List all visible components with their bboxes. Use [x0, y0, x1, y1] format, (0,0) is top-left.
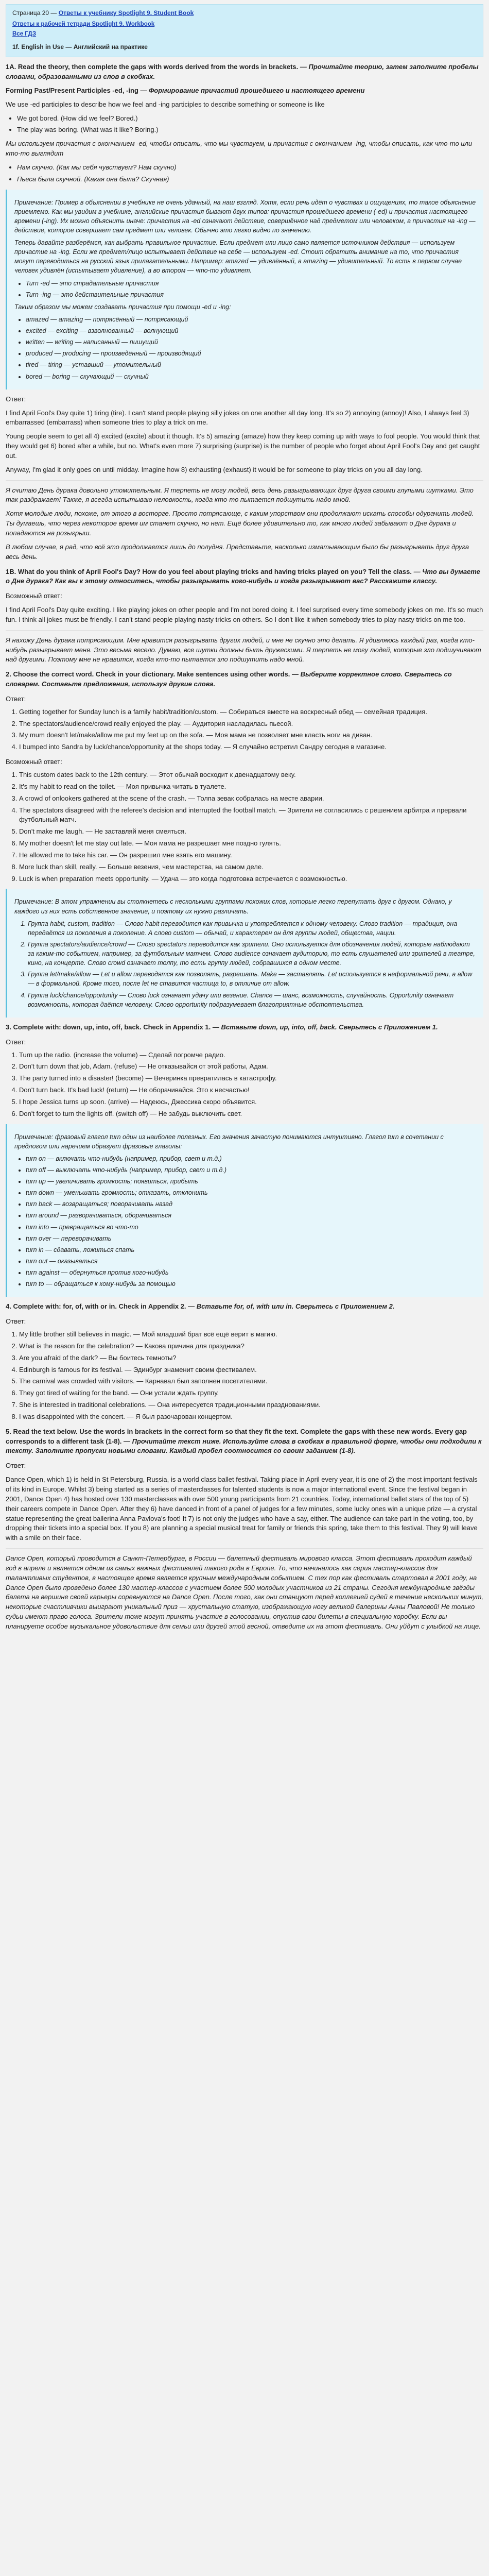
list-item: • Пьеса была скучной. (Какая она была? Скучная): [17, 175, 483, 184]
list-item: • turn over — переворачивать: [26, 1234, 476, 1243]
note-box: [6, 889, 483, 1017]
list-item: 5. I hope Jessica turns up soon. (arrive) — Надеюсь, Джессика скоро объявится.: [19, 1097, 483, 1107]
translation-paragraph: В любом случае, я рад, что всё это продолжается лишь до полудня. Представьте, насколько изматывающим было бы разыгрывать друг друга весь день.: [6, 543, 469, 561]
divider: [6, 1548, 483, 1549]
translation-paragraph: Я нахожу День дурака потрясающим. Мне нравится разыгрывать других людей, и мне не скучно это делать. Я удивляюсь каждый раз, когда кто-нибудь разыгрывает меня. Это весьма весело. Думаю, все шутки должны быть дружескими. Я терпеть не могу людей, которые зло подшучивают над другими. Поэтому мне не нравится, когда кто-то пытается зло подшутить надо мной.: [6, 636, 481, 664]
note-box: [6, 190, 483, 389]
exercise-2-task: [6, 670, 483, 689]
divider: [6, 630, 483, 631]
task-text-ru: — Выберите корректное слово. Сверьтесь со словарем. Составьте предложения, используя другие слова.: [6, 670, 452, 688]
task-text: 4. Complete with: for, of, with or in. Check in Appendix 2.: [6, 1302, 186, 1311]
list-item: 4. Don't turn back. It's bad luck! (return) — Не оборачивайся. Это к несчастью!: [19, 1086, 483, 1095]
list-item: • written — writing — написанный — пишущий: [26, 337, 476, 347]
exercise-5: [6, 1427, 483, 1632]
list-item: • turn against — обернуться против кого-нибудь: [26, 1268, 476, 1277]
task-text: 5. Read the text below. Use the words in brackets in the correct form so that they fit the text. Complete the gaps with these new words. Every gap corresponds to a different task (1-8).: [6, 1427, 467, 1445]
list-item: • turn into — превращаться во что-то: [26, 1223, 476, 1232]
page-header: [6, 4, 483, 57]
task-text-ru: — Вставьте down, up, into, off, back. Сверьтесь с Приложением 1.: [212, 1023, 438, 1031]
list-item: 6. Don't forget to turn the lights off. (switch off) — Не забудь выключить свет.: [19, 1109, 483, 1119]
list-item: • turn back — возвращаться; поворачивать назад: [26, 1199, 476, 1209]
answer-label: Ответ:: [6, 1462, 26, 1470]
section-title: 1f. English in Use — Английский на практике: [12, 43, 148, 50]
list-item: 8. More luck than skill, really. — Больше везения, чем мастерства, на самом деле.: [19, 862, 483, 872]
list-item: • turn off — выключать что-нибудь (например, прибор, свет и т.д.): [26, 1165, 476, 1175]
related-links: [12, 20, 477, 38]
list-item: 5. Don't make me laugh. — Не заставляй меня смеяться.: [19, 827, 483, 837]
translation-paragraph: Я считаю День дурака довольно утомительным. Я терпеть не могу людей, весь день разыгрывающих друг друга своими глупыми шутками. Это так раздражает! Также, я всегда испытываю неловкость, когда кто-то пытается подшутить надо мной.: [6, 486, 474, 504]
workbook-link[interactable]: Ответы к рабочей тетради Spotlight 9. Workbook: [12, 21, 155, 28]
list-item: 5. The carnival was crowded with visitors. — Карнавал был заполнен посетителями.: [19, 1377, 483, 1386]
list-item: • amazed — amazing — потрясённый — потрясающий: [26, 315, 476, 324]
sentence-list: [19, 770, 483, 884]
list-item: 8. I was disappointed with the concert. — Я был разочарован концертом.: [19, 1412, 483, 1422]
divider: [6, 480, 483, 481]
list-item: • We got bored. (How did we feel? Bored.): [17, 114, 483, 124]
list-item: • turn up — увеличивать громкость; появиться, прибыть: [26, 1177, 476, 1186]
list-item: • produced — producing — произведённый — производящий: [26, 349, 476, 358]
breadcrumb: Страница 20 — Ответы к учебнику Spotlight 9. Student Book: [12, 9, 194, 16]
answer-paragraph: Dance Open, which 1) is held in St Petersburg, Russia, is a world class ballet festival. Taking place in April every year, it is one of 2) the most important festivals of its kind in Europe. Whilst 3) being started as a series of masterclasses for talented students is now a major international event. Since the festival began in 2001, Dance Open 4) has hosted over 130 masterclasses with over 500 young participants from 21 countries. Today, international ballet stars of the top of 5) their careers compete in Dance Open. After they 6) have danced in front of a panel of judges for a few minutes, some lucky ones win a unique prize — a crystal statue representing the great ballerina Anna Pavlova's foot! It 7) is not only the judges who have a say, either. The audience can take part in the voting, too, by dropping their tickets into a special box. If you 8) are planning a special musical treat for family or friends this spring, take them to this festival. They 9) will leave with a smile on their face.: [6, 1476, 478, 1542]
answer-paragraph: Anyway, I'm glad it only goes on until midday. Imagine how 8) exhausting (exhaust) it would be for someone to play tricks on you all day long.: [6, 465, 423, 473]
exercise-4-task: [6, 1302, 483, 1312]
list-item: • Нам скучно. (Как мы себя чувствуем? Нам скучно): [17, 163, 483, 173]
list-item: 1. Группа habit, custom, tradition — Слово habit переводится как привычка и употребляется к одному человеку. Слово tradition — традиция, она передаётся из поколения в поколение. А слово custom — обычай, и характерен он для группы людей, общества, нации.: [28, 919, 476, 938]
list-item: • The play was boring. (What was it like? Boring.): [17, 125, 483, 135]
exercise-1a-task: [6, 62, 483, 82]
list-item: 4. Группа luck/chance/opportunity — Слово luck означает удачу или везение. Chance — шанс, возможность, случайность. Opportunity означает возможность, которая даётся человеку. Слово opportunity подразумевает благоприятные обстоятельства.: [28, 991, 476, 1009]
list-item: 6. My mother doesn't let me stay out late. — Моя мама не разрешает мне поздно гулять.: [19, 839, 483, 849]
exercise-1b: [6, 567, 483, 665]
answer-label: Возможный ответ:: [6, 758, 62, 766]
task-text: 1B. What do you think of April Fool's Day? How do you feel about playing tricks and having tricks played on you? Tell the class.: [6, 567, 412, 575]
list-item: 1. My little brother still believes in magic. — Мой младший брат всё ещё верит в магию.: [19, 1330, 483, 1340]
exercise-1b-task: [6, 567, 483, 587]
note-paragraph: Теперь давайте разберёмся, как выбрать правильное причастие. Если предмет или лицо само является источником действия — используем причастие на -ing. Если же предмет/лицо испытывает действие на себе — используем -ed. Стоит обратить внимание на то, что причастия могут переводиться на русский язык прилагательными. Например: amazed — удивлённый, а amazing — удивительный. То есть в первом случае человек удивлён (испытывает удивление), а во втором — что-то удивляет.: [14, 239, 462, 275]
list-item: 2. Группа spectators/audience/crowd — Слово spectators переводится как зрители. Оно используется для обозначения людей, которые наблюдают за каким-то событием, например, за футбольным матчем. Слово audience означает аудиторию, то есть слушателей или зрителей в театре, кино, на концерте. Слово crowd означает толпу, то есть группу людей, собравшихся в одном месте.: [28, 940, 476, 968]
list-item: 7. She is interested in traditional celebrations. — Она интересуется традиционными празднованиями.: [19, 1400, 483, 1410]
list-item: 4. Edinburgh is famous for its festival. — Эдинбург знаменит своим фестивалем.: [19, 1365, 483, 1375]
answer-paragraph: I find April Fool's Day quite exciting. I like playing jokes on other people and I'm not bored doing it. I feel surprised every time somebody jokes on me. It's so much fun. I think all jokes must be friendly. I can't stand people playing nasty tricks on others. So I don't like it when somebody tries to play nasty tricks on me too.: [6, 606, 483, 623]
translation-paragraph: Dance Open, который проводится в Санкт-Петербурге, в России — балетный фестиваль мирового класса. Этот фестиваль проходит каждый год в апреле и является одним из самых важных фестивалей такого рода в Европе. То, что начиналось как серия мастер-классов для талантливых студентов, в настоящее время является крупным международным событием. С тех пор как фестиваль стартовал в 2001 году, на Dance Open было проведено более 130 мастер-классов с участием более 500 молодых участников из 21 страны. Сегодня международные звёзды балета на вершине своей карьеры соревнуются на Dance Open. После того, как они станцуют перед коллегией судей в течение нескольких минут, некоторые счастливчики выиграют уникальный приз — хрустальную статую, изображающую ногу великой балерины Анны Павловой! Не только судьи имеют право голоса. Зрители тоже могут принять участие в голосовании, опустив свои билеты в специальную коробку. Если вы планируете особое музыкальное удовольствие для семьи или друзей этой весной, отведите их на этот фестиваль. Они уйдут с улыбкой на лице.: [6, 1554, 483, 1630]
all-gdz-link[interactable]: Все ГДЗ: [12, 31, 37, 38]
list-item: 3. The party turned into a disaster! (become) — Вечеринка превратилась в катастрофу.: [19, 1074, 483, 1083]
note-list: [26, 279, 476, 299]
task-text-ru: — Прочитайте текст ниже. Используйте слова в скобках в правильной форме, чтобы они подходили к тексту. Заполните пропуски новыми словами. Каждый пробел соотносится со своим заданием (1-8).: [6, 1437, 482, 1455]
list-item: 4. The spectators disagreed with the referee's decision and interrupted the football match. — Зрители не согласились с решением арбитра и прервали футбольный матч.: [19, 806, 483, 825]
answer-list: [19, 1330, 483, 1422]
list-item: 3. Группа let/make/allow — Let и allow переводятся как позволять, разрешать. Make — заставлять. Let используется в неформальной речи, а allow — в формальной. Кроме того, после let не ставится частица to, в отличие от allow.: [28, 970, 476, 988]
exercise-1a: [6, 62, 483, 562]
list-item: • excited — exciting — взволнованный — волнующий: [26, 326, 476, 335]
note-list: [28, 919, 476, 1009]
list-item: 1. Turn up the radio. (increase the volume) — Сделай погромче радио.: [19, 1050, 483, 1060]
answer-label: Возможный ответ:: [6, 592, 62, 600]
theory-title: [6, 86, 483, 96]
note-paragraph: Примечание: фразовый глагол turn один из наиболее полезных. Его значения зачастую понимаются интуитивно. Глагол turn в сочетании с предлогом или наречием образует фразовые глаголы:: [14, 1133, 444, 1150]
exercise-4: [6, 1302, 483, 1421]
list-item: 1. Getting together for Sunday lunch is a family habit/tradition/custom. — Собираться вместе на воскресный обед — семейная традиция.: [19, 707, 483, 717]
list-item: • turn on — включать что-нибудь (например, прибор, свет и т.д.): [26, 1154, 476, 1163]
note-paragraph: Примечание: В этом упражнении вы столкнетесь с несколькими группами похожих слов, которые легко перепутать друг с другом. Однако, у каждого из них есть собственное значение, и поэтому их нужно различать.: [14, 898, 452, 915]
list-item: • turn down — уменьшать громкость; отказать, отклонить: [26, 1188, 476, 1197]
answer-paragraph: Young people seem to get all 4) excited (excite) about it though. It's 5) amazing (amaze) how they keep coming up with ways to fool people. You would think that they would get 6) bored after a while, but no. What's even more 7) surprising (surprise) is the number of people who forget about April Fool's Day and get caught out.: [6, 432, 480, 460]
list-item: 3. Are you afraid of the dark? — Вы боитесь темноты?: [19, 1353, 483, 1363]
task-text: 1A. Read the theory, then complete the gaps with words derived from the words in brackets.: [6, 63, 299, 71]
list-item: • turn around — разворачиваться, оборачиваться: [26, 1211, 476, 1220]
list-item: • bored — boring — скучающий — скучный: [26, 372, 476, 381]
list-item: 7. He allowed me to take his car. — Он разрешил мне взять его машину.: [19, 851, 483, 860]
list-item: 2. The spectators/audience/crowd really enjoyed the play. — Аудитория насладилась пьесой.: [19, 719, 483, 729]
note-paragraph: Примечание: Пример в объяснении в учебнике не очень удачный, на наш взгляд. Хотя, если речь идёт о чувствах и ощущениях, то такое объяснение приемлемо. Как мы увидим в учебнике, английские причастия бывают двух типов: причастия прошедшего времени (-ed) и причастия настоящего времени (-ing). Их можно объяснить иначе: причастия на -ed означают действие, совершённое над предметом или человеком, а причастия на -ing — действие, которое совершает сам предмет или человек. Обычно это легко видно по значению.: [14, 198, 476, 234]
page-number: Страница 20: [12, 9, 49, 16]
list-item: • turn in — сдавать, ложиться спать: [26, 1245, 476, 1255]
list-item: 3. My mum doesn't let/make/allow me put my feet up on the sofa. — Моя мама не позволяет мне класть ноги на диван.: [19, 731, 483, 740]
list-item: 2. Don't turn down that job, Adam. (refuse) — Не отказывайся от этой работы, Адам.: [19, 1062, 483, 1072]
list-item: 4. I bumped into Sandra by luck/chance/opportunity at the shops today. — Я случайно встретил Сандру сегодня в магазине.: [19, 742, 483, 752]
list-item: 2. It's my habit to read on the toilet. — Моя привычка читать в туалете.: [19, 782, 483, 792]
list-item: 1. This custom dates back to the 12th century. — Этот обычай восходит к двенадцатому веку.: [19, 770, 483, 780]
theory-title-ru: — Формирование причастий прошедшего и настоящего времени: [140, 86, 365, 94]
answer-label: Ответ:: [6, 395, 26, 403]
task-text-ru: — Вставьте for, of, with или in. Сверьтесь с Приложением 2.: [188, 1302, 395, 1311]
answer-label: Ответ:: [6, 694, 26, 703]
list-item: 3. A crowd of onlookers gathered at the scene of the crash. — Толпа зевак собралась на месте аварии.: [19, 794, 483, 804]
translation-paragraph: Хотя молодые люди, похоже, от этого в восторге. Просто потрясающе, с каким упорством они продолжают искать способы одурачить людей. Ты думаешь, что через некоторое время им станет скучно, но нет. Ещё более удивительно то, как много людей забывают о Дне дурака и попадаются на розыгрыш.: [6, 510, 474, 537]
theory-title-en: Forming Past/Present Participles -ed, -ing: [6, 86, 138, 94]
answer-list: [19, 707, 483, 752]
note-list: [26, 1154, 476, 1289]
list-item: • turn to — обращаться к кому-нибудь за помощью: [26, 1279, 476, 1289]
task-text-ru: — Что вы думаете о Дне дурака? Как вы к этому относитесь, чтобы разыгрывать кого-нибудь и когда разыгрывают вас? Расскажите классу.: [6, 567, 480, 585]
exercise-3: [6, 1023, 483, 1297]
answer-paragraph: I find April Fool's Day quite 1) tiring (tire). I can't stand people playing silly jokes on one another all day long. It's so 2) annoying (annoy)! Also, I always feel 3) embarrassed (embarrass) when someone tries to play a trick on me.: [6, 409, 469, 427]
task-text: 2. Choose the correct word. Check in your dictionary. Make sentences using other words.: [6, 670, 290, 679]
note-box: [6, 1124, 483, 1297]
list-item: • Turn -ed — это страдательные причастия: [26, 279, 476, 288]
list-item: • turn out — оказываться: [26, 1257, 476, 1266]
exercise-5-task: [6, 1427, 483, 1456]
answer-label: Ответ:: [6, 1317, 26, 1326]
list-item: 6. They got tired of waiting for the band. — Они устали ждать группу.: [19, 1388, 483, 1398]
task-text-ru: — Прочитайте теорию, затем заполните пробелы словами, образованными из слов в скобках.: [6, 63, 479, 80]
theory-intro: We use -ed participles to describe how we feel and -ing participles to describe something or someone is like: [6, 100, 325, 108]
exercise-3-task: [6, 1023, 483, 1032]
exercise-2: [6, 670, 483, 1018]
answer-label: Ответ:: [6, 1038, 26, 1046]
list-item: • Turn -ing — это действительные причастия: [26, 290, 476, 299]
answer-list: [19, 1050, 483, 1119]
word-list: [26, 315, 476, 381]
theory-intro-ru: Мы используем причастия с окончанием -ed, чтобы описать, что мы чувствуем, и причастия с окончанием -ing, чтобы описать, как что-то или кто-то выглядит: [6, 140, 473, 158]
note-paragraph: Таким образом мы можем создавать причастия при помощи -ed и -ing:: [14, 303, 231, 311]
list-item: 2. What is the reason for the celebration? — Какова причина для праздника?: [19, 1342, 483, 1351]
list-item: 9. Luck is when preparation meets opportunity. — Удача — это когда подготовка встречается с возможностью.: [19, 874, 483, 884]
student-book-link[interactable]: Ответы к учебнику Spotlight 9. Student Book: [58, 9, 194, 16]
task-text: 3. Complete with: down, up, into, off, back. Check in Appendix 1.: [6, 1023, 211, 1031]
theory-examples: [17, 114, 483, 135]
list-item: • tired — tiring — уставший — утомительный: [26, 360, 476, 369]
theory-examples-ru: [17, 163, 483, 184]
